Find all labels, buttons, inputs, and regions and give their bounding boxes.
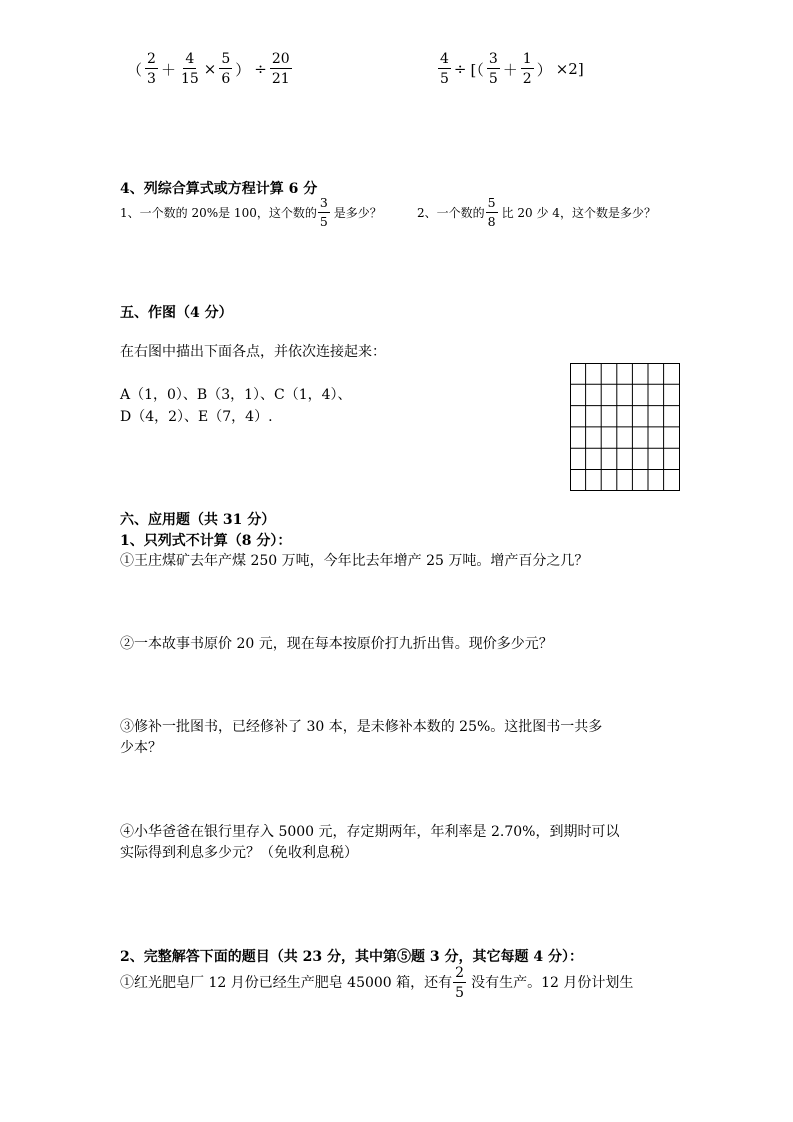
fraction: [521, 52, 534, 86]
expression-2: [437, 52, 586, 86]
section-4-title: 4、列综合算式或方程计算 6 分: [120, 181, 318, 197]
divide-sign: ÷: [453, 60, 467, 78]
denominator: 15: [180, 71, 199, 87]
section-5-points-line-1: A（1，0）、B（3，1）、C（1，4）、: [120, 387, 352, 403]
question-text: 1、一个数的 20%是 100，这个数的: [120, 206, 317, 220]
denominator: 2: [522, 71, 532, 87]
question-text: ①红光肥皂厂 12 月份已经生产肥皂 45000 箱，还有: [120, 975, 453, 991]
fraction: [486, 197, 498, 228]
question-text: 是多少？: [333, 206, 382, 220]
question-text: 2、一个数的: [417, 206, 485, 220]
application-question-4-line-1: ④小华爸爸在银行里存入 5000 元，存定期两年，年利率是 2.70%，到期时可以: [120, 824, 620, 840]
denominator: 3: [147, 71, 156, 87]
application-question-4-line-2: 实际得到利息多少元？（免收利息税）: [120, 845, 358, 861]
numerator: 2: [455, 965, 465, 981]
fraction: [270, 52, 292, 86]
denominator: 5: [319, 213, 328, 229]
application-question-3-line-1: ③修补一批图书，已经修补了 30 本，是未修补本数的 25%。这批图书一共多: [120, 719, 603, 735]
left-bracket: [（: [470, 60, 484, 79]
left-paren: （: [127, 60, 143, 79]
section-4-question-1: [120, 197, 382, 228]
numerator: 4: [185, 51, 195, 67]
denominator: 5: [455, 985, 465, 1001]
fraction: [145, 52, 158, 86]
fraction: [438, 52, 451, 86]
denominator: 6: [221, 71, 231, 87]
denominator: 21: [271, 71, 290, 87]
numerator: 1: [522, 51, 532, 67]
question-text: 没有生产。12 月份计划生: [471, 975, 634, 991]
application-question-5: [120, 966, 633, 1000]
denominator: 8: [487, 213, 496, 229]
section-6-sub-1-title: 1、只列式不计算（8 分）：: [120, 533, 292, 549]
application-question-3-line-2: 少本？: [120, 740, 162, 756]
expression-1: [125, 52, 293, 86]
numerator: 20: [271, 51, 290, 67]
section-6-sub-2-title: 2、完整解答下面的题目（共 23 分，其中第⑤题 3 分，其它每题 4 分）：: [120, 949, 583, 965]
fraction: [487, 52, 500, 86]
numerator: 4: [440, 51, 449, 67]
drawing-grid[interactable]: [570, 363, 680, 491]
application-question-2: ②一本故事书原价 20 元，现在每本按原价打九折出售。现价多少元？: [120, 636, 553, 652]
fraction: [318, 197, 330, 228]
numerator: 3: [488, 51, 498, 67]
denominator: 5: [488, 71, 498, 87]
section-6-title: 六、应用题（共 31 分）: [120, 512, 276, 528]
divide-sign: ÷: [254, 60, 267, 78]
numerator: 2: [147, 51, 156, 67]
fraction: [179, 52, 201, 86]
application-question-1: ①王庄煤矿去年产煤 250 万吨，今年比去年增产 25 万吨。增产百分之几？: [120, 553, 589, 569]
fraction: [219, 52, 232, 86]
bracket-tail: ×2]: [555, 60, 584, 78]
question-text: 比 20 少 4，这个数是多少？: [501, 206, 656, 220]
numerator: 5: [221, 51, 231, 67]
numerator: 5: [486, 197, 498, 213]
section-4-question-2: [417, 197, 656, 228]
times-sign: ×: [203, 60, 217, 78]
plus-sign: ＋: [160, 60, 176, 79]
grid-lines: [570, 363, 680, 491]
plus-sign: ＋: [502, 60, 518, 79]
fraction: [453, 966, 466, 1000]
section-5-points-line-2: D（4，2）、E（7，4）.: [120, 409, 273, 425]
numerator: 3: [318, 197, 330, 213]
section-5-title: 五、作图（4 分）: [120, 305, 233, 321]
denominator: 5: [440, 71, 449, 87]
right-paren: ）: [235, 60, 251, 79]
section-5-instruction: 在右图中描出下面各点，并依次连接起来：: [120, 344, 386, 360]
right-paren: ）: [536, 60, 552, 79]
